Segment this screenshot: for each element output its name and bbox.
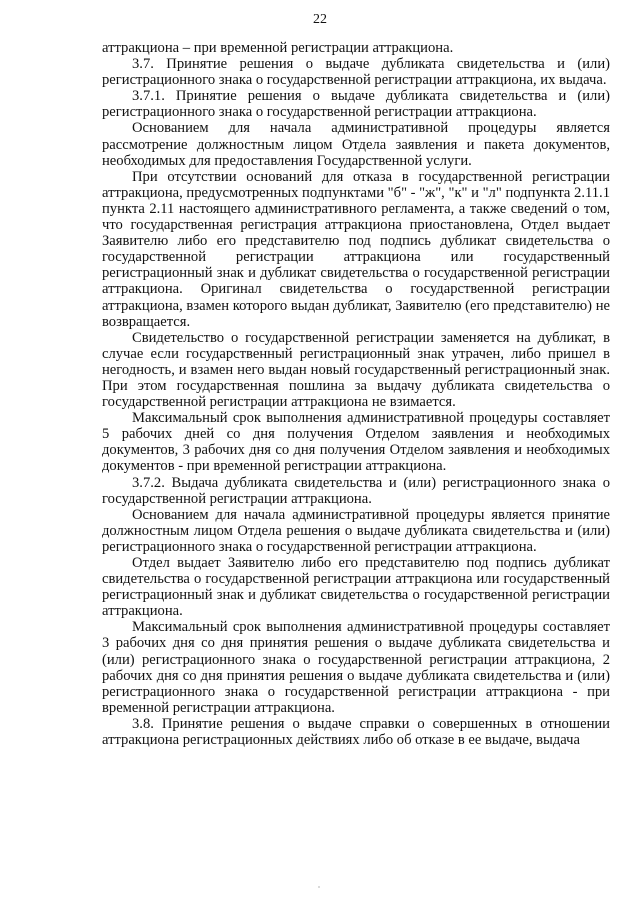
paragraph: Основанием для начала административной процедуры является принятие должностным лицом Отдела решения о выдаче дубликата свидетельства и (или) регистрационного знака о государственной регистрации аттракциона. (102, 506, 610, 555)
subsection-heading-3-7-1: 3.7.1. Принятие решения о выдаче дубликата свидетельства и (или) регистрационного знака о государственной регистрации аттракциона. (102, 88, 610, 121)
subsection-heading-3-7-2: 3.7.2. Выдача дубликата свидетельства и (или) регистрационного знака о государственной регистрации аттракциона. (102, 474, 610, 507)
paragraph: Основанием для начала административной процедуры является рассмотрение должностным лицом Отдела заявления и пакета документов, необходимых для предоставления Государственной услуги. (102, 120, 610, 169)
section-heading-3-7: 3.7. Принятие решения о выдаче дубликата свидетельства и (или) регистрационного знака о государственной регистрации аттракциона, их выдача. (102, 56, 610, 89)
paragraph: При отсутствии оснований для отказа в государственной регистрации аттракциона, предусмотренных подпунктами "б" - "ж", "к" и "л" подпункта 2.11.1 пункта 2.11 настоящего административного регламента, а также сведений о том, что государственная регистрация аттракциона приостановлена, Отдел выдает Заявителю либо его представителю под подпись дубликат свидетельства о государственной регистрации аттракциона или государственный регистрационный знак и дубликат свидетельства о государственной регистрации аттракциона. Оригинал свидетельства о государственной регистрации аттракциона, взамен которого выдан дубликат, Заявителю (его представителю) не возвращается. (102, 168, 610, 330)
paragraph: Максимальный срок выполнения административной процедуры составляет 3 рабочих дня со дня принятия решения о выдаче дубликата свидетельства и (или) регистрационного знака о государственной регистрации аттракциона, 2 рабочих дня со дня принятия решения о выдаче дубликата свидетельства и (или) регистрационного знака о государственной регистрации аттракциона - при временной регистрации аттракциона. (102, 619, 610, 716)
paragraph: Свидетельство о государственной регистрации заменяется на дубликат, в случае если государственный регистрационный знак утрачен, либо пришел в негодность, и взамен него выдан новый государственный регистрационный знак. При этом государственная пошлина за выдачу дубликата свидетельства о государственной регистрации аттракциона не взимается. (102, 329, 610, 411)
paragraph: Отдел выдает Заявителю либо его представителю под подпись дубликат свидетельства о государственной регистрации аттракциона или государственный регистрационный знак и дубликат свидетельства о государственной регистрации аттракциона. (102, 555, 610, 620)
page-number: 22 (313, 12, 327, 27)
scan-speck (318, 886, 320, 888)
document-body (102, 40, 610, 748)
paragraph: Максимальный срок выполнения административной процедуры составляет 5 рабочих дней со дня получения Отделом заявления и необходимых документов, 3 рабочих дня со дня получения Отделом заявления и необходимых документов - при временной регистрации аттракциона. (102, 410, 610, 475)
paragraph-continuation: аттракциона – при временной регистрации аттракциона. (102, 40, 454, 56)
section-heading-3-8: 3.8. Принятие решения о выдаче справки о совершенных в отношении аттракциона регистрационных действиях либо об отказе в ее выдаче, выдача (102, 715, 610, 749)
